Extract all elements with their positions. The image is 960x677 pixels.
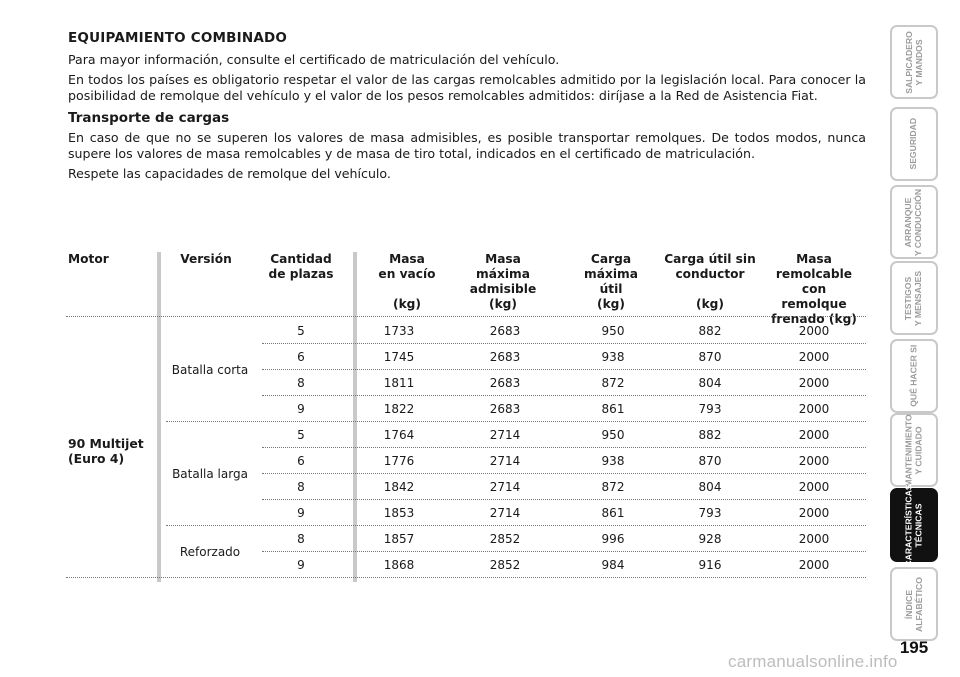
table-cell: 950 [601, 324, 625, 338]
paragraph-info: Para mayor información, consulte el certificado de matriculación del vehículo. [68, 52, 560, 67]
tab-label: SALPICADERO Y MANDOS [903, 30, 923, 94]
header-seats: Cantidad de plazas [268, 252, 334, 281]
table-cell: 2000 [798, 506, 830, 520]
motor-label: 90 Multijet (Euro 4) [68, 436, 144, 466]
table-cell: 1822 [383, 402, 415, 416]
table-cell: 9 [297, 506, 305, 520]
table-cell: 2852 [489, 558, 521, 572]
table-cell: 793 [698, 506, 722, 520]
table-cell: 5 [297, 324, 305, 338]
paragraph-respect: Respete las capacidades de remolque del vehículo. [68, 166, 391, 181]
table-cell: 2683 [489, 350, 521, 364]
tab-label: ARRANQUE Y CONDUCCIÓN [903, 188, 924, 256]
table-cell: 1857 [383, 532, 415, 546]
table-cell: 8 [297, 532, 305, 546]
table-row-line [262, 447, 866, 448]
table-cell: 996 [601, 532, 625, 546]
table-row-line [166, 525, 866, 526]
version-label: Reforzado [179, 545, 241, 559]
header-empty-mass: Masa en vacío (kg) [378, 252, 436, 311]
table-cell: 804 [698, 376, 722, 390]
table-cell: 916 [698, 558, 722, 572]
table-cell: 2714 [489, 428, 521, 442]
header-version: Versión [180, 252, 232, 266]
table-cell: 882 [698, 324, 722, 338]
table-row-line [262, 551, 866, 552]
table-cell: 804 [698, 480, 722, 494]
tab-mantenimiento[interactable] [890, 413, 938, 487]
table-cell: 9 [297, 558, 305, 572]
table-cell: 1868 [383, 558, 415, 572]
table-cell: 928 [698, 532, 722, 546]
subsection-title: Transporte de cargas [68, 110, 230, 126]
table-cell: 2000 [798, 324, 830, 338]
table-cell: 2000 [798, 402, 830, 416]
tab-label: CARACTERÍSTICAS TÉCNICAS [903, 483, 923, 567]
text-section [68, 30, 866, 186]
table-cell: 2000 [798, 558, 830, 572]
table-cell: 872 [601, 376, 625, 390]
table-cell: 1853 [383, 506, 415, 520]
table-cell: 2852 [489, 532, 521, 546]
table-cell: 2000 [798, 532, 830, 546]
table-cell: 2000 [798, 376, 830, 390]
table-cell: 2683 [489, 324, 521, 338]
table-row-line [262, 369, 866, 370]
table-cell: 8 [297, 376, 305, 390]
table-cell: 2683 [489, 376, 521, 390]
table-cell: 1745 [383, 350, 415, 364]
tab-label: ÍNDICE ALFABÉTICO [903, 576, 923, 632]
table-cell: 2000 [798, 454, 830, 468]
tab-arranque[interactable] [890, 185, 938, 259]
table-row-line [262, 499, 866, 500]
tab-salpicadero[interactable] [890, 25, 938, 99]
table-cell: 1811 [383, 376, 415, 390]
table-header-line [66, 316, 866, 317]
tab-label: MANTENIMIENTO Y CUIDADO [903, 413, 924, 487]
header-max-load: Carga máxima útil (kg) [584, 252, 638, 311]
column-separator [353, 252, 357, 582]
table-row-line [262, 343, 866, 344]
table-cell: 861 [601, 506, 625, 520]
tab-testigos[interactable] [890, 261, 938, 335]
tab-qu-hacer-si[interactable] [890, 339, 938, 413]
section-title: EQUIPAMIENTO COMBINADO [68, 30, 288, 46]
table-row-line [166, 421, 866, 422]
table-cell: 870 [698, 350, 722, 364]
table-cell: 872 [601, 480, 625, 494]
table-cell: 1764 [383, 428, 415, 442]
table-cell: 984 [601, 558, 625, 572]
page-number: 195 [899, 638, 929, 657]
table-cell: 6 [297, 350, 305, 364]
tab-label: QUÉ HACER SI [908, 344, 919, 408]
table-cell: 870 [698, 454, 722, 468]
header-max-mass: Masa máxima admisible (kg) [469, 252, 537, 311]
table-cell: 2000 [798, 428, 830, 442]
paragraph-legislation: En todos los países es obligatorio respetar el valor de las cargas remolcables admitido por la legislación local. Para conocer la posibilidad de remolque del vehículo y el valor de los pesos remolcables admitidos: diríjase a la Red de Asistencia Fiat. [68, 72, 866, 103]
table-cell: 1733 [383, 324, 415, 338]
tab-seguridad[interactable] [890, 107, 938, 181]
table-cell: 2714 [489, 454, 521, 468]
table-cell: 950 [601, 428, 625, 442]
table-cell: 6 [297, 454, 305, 468]
table-row-line [66, 577, 866, 578]
paragraph-transport: En caso de que no se superen los valores de masa admisibles, es posible transportar remolques. De todos modos, nunca supere los valores de masa remolcables y de masa de tiro total, indicados en el certificado de matriculación. [68, 130, 866, 161]
table-cell: 8 [297, 480, 305, 494]
table-cell: 1842 [383, 480, 415, 494]
column-separator [157, 252, 161, 582]
table-cell: 2714 [489, 480, 521, 494]
header-load-no-driver: Carga útil sin conductor (kg) [664, 252, 756, 311]
header-tow-mass: Masa remolcable con remolque frenado (kg) [771, 252, 857, 326]
table-row-line [262, 473, 866, 474]
table-cell: 861 [601, 402, 625, 416]
table-cell: 938 [601, 350, 625, 364]
table-cell: 938 [601, 454, 625, 468]
header-motor: Motor [68, 252, 109, 266]
tab-caracter-sticas[interactable] [890, 483, 938, 567]
table-cell: 1776 [383, 454, 415, 468]
table-cell: 5 [297, 428, 305, 442]
tab--ndice[interactable] [890, 567, 938, 641]
table-cell: 2714 [489, 506, 521, 520]
version-label: Batalla larga [172, 467, 248, 481]
table-cell: 2000 [798, 480, 830, 494]
watermark: carmanualsonline.info [728, 652, 898, 671]
tab-label: SEGURIDAD [908, 118, 919, 170]
table-cell: 793 [698, 402, 722, 416]
table-cell: 882 [698, 428, 722, 442]
table-row-line [262, 395, 866, 396]
table-cell: 2000 [798, 350, 830, 364]
table-cell: 9 [297, 402, 305, 416]
tab-label: TESTIGOS Y MENSAJES [903, 270, 923, 326]
table-cell: 2683 [489, 402, 521, 416]
version-label: Batalla corta [171, 363, 249, 377]
